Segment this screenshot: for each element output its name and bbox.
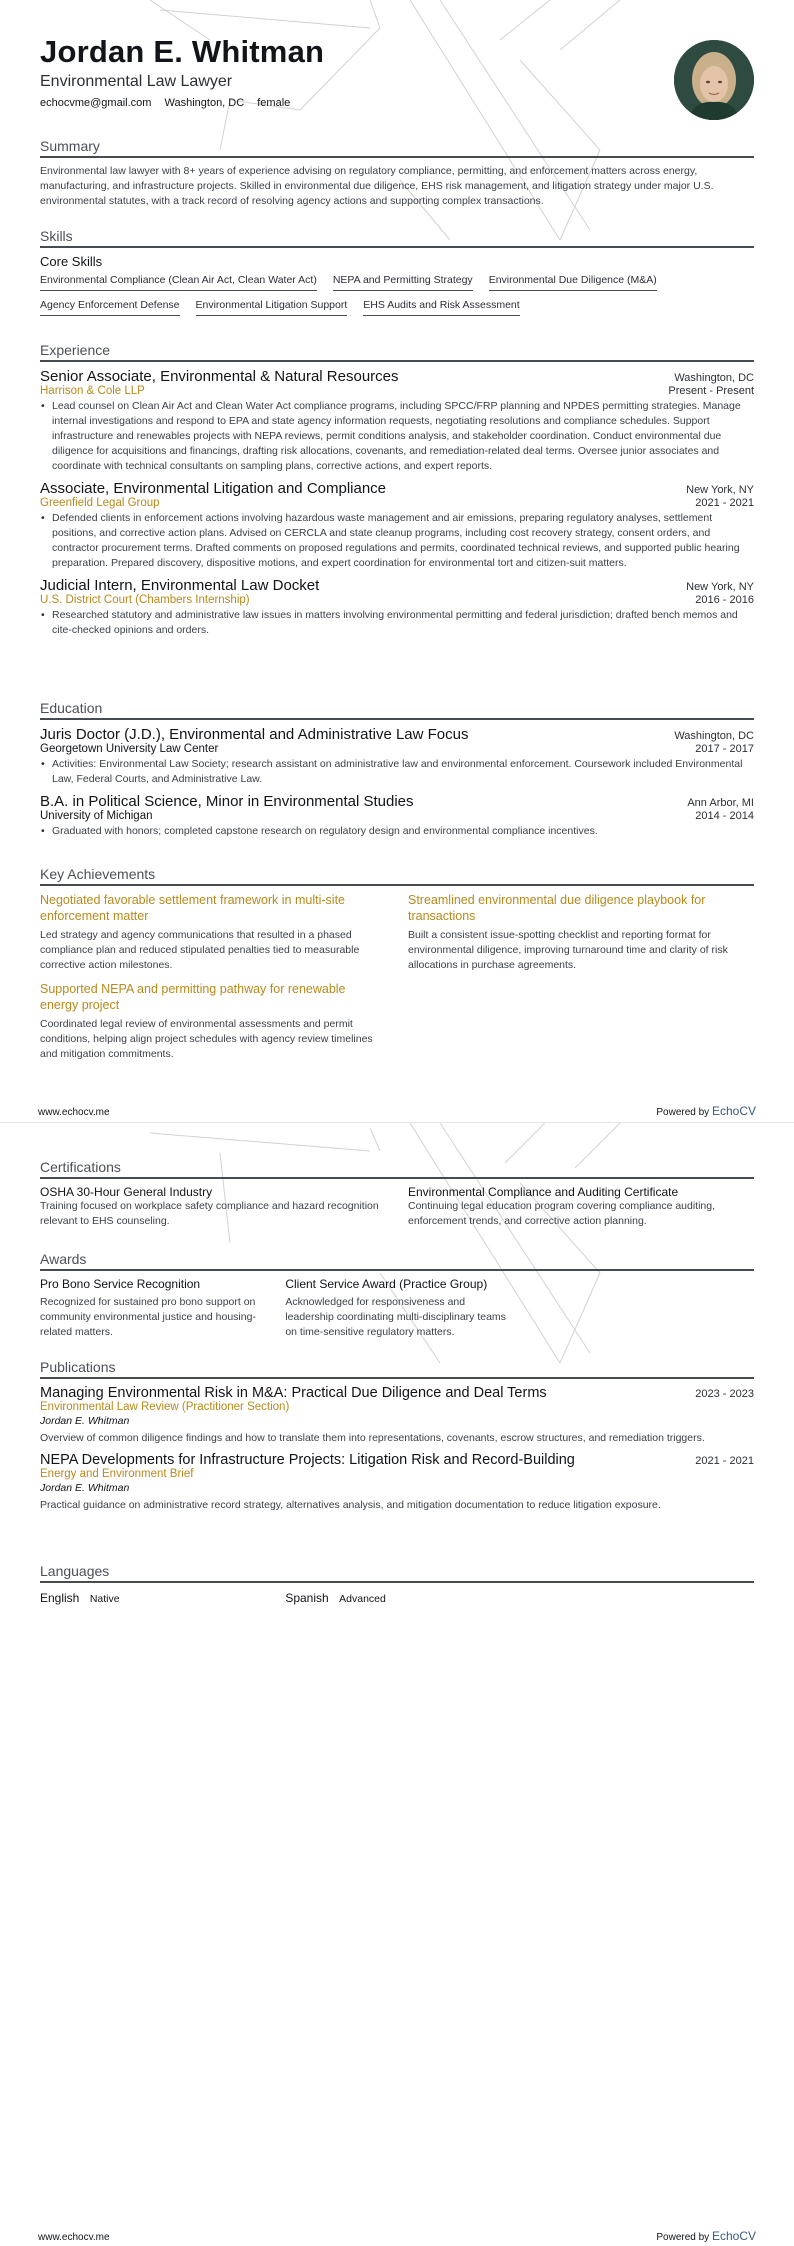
achievements-grid <box>40 892 754 1062</box>
publication-desc: Practical guidance on administrative record strategy, alternatives analysis, and mitigation documentation to reduce litigation exposure. <box>40 1499 661 1511</box>
footer-site-link[interactable]: www.echocv.me <box>38 2232 110 2243</box>
award-title: Client Service Award (Practice Group) <box>285 1277 488 1291</box>
languages-grid <box>40 1589 754 1607</box>
skill-chips <box>40 274 754 316</box>
language-name: English <box>40 1591 80 1605</box>
awards-grid <box>40 1277 754 1340</box>
experience-org: Harrison & Cole LLP <box>40 385 145 397</box>
experience-org: Greenfield Legal Group <box>40 497 160 509</box>
summary-section <box>40 138 754 209</box>
footer-powered-label: Powered by <box>656 2232 710 2243</box>
experience-entry <box>40 480 754 571</box>
experience-dates: 2021 - 2021 <box>695 497 754 509</box>
experience-section <box>40 342 754 638</box>
experience-role: Senior Associate, Environmental & Natural Resources <box>40 368 399 385</box>
education-dates: 2017 - 2017 <box>695 743 754 755</box>
experience-entry <box>40 577 754 638</box>
summary-text: Environmental law lawyer with 8+ years of experience advising on regulatory compliance, permitting, and enforcement matters across energy, manufacturing, and infrastructure projects. Skilled in environmental due diligence, EHS risk management, and litigation strategy under major U.S. environmental statutes, with a track record of resolving agency actions and supporting complex transactions. <box>40 165 714 207</box>
footer-brand-link[interactable]: EchoCV <box>711 1104 756 1118</box>
publication-entry <box>40 1385 754 1446</box>
achievement-item <box>408 892 754 973</box>
section-title-skills: Skills <box>40 228 754 248</box>
contact-line <box>40 97 754 109</box>
section-title-certifications: Certifications <box>40 1159 754 1179</box>
experience-location: Washington, DC <box>674 372 754 384</box>
page-footer <box>38 1104 756 1118</box>
certification-item <box>408 1185 754 1229</box>
certification-item <box>40 1185 386 1229</box>
experience-role: Judicial Intern, Environmental Law Docket <box>40 577 320 594</box>
achievement-desc: Built a consistent issue-spotting checklist and reporting format for environmental diligence, improving turnaround time and clarity of risk allocations in purchase agreements. <box>408 929 728 971</box>
experience-bullet: • Defended clients in enforcement actions involving hazardous waste management and air emissions, preparing regulatory analyses, settlement positions, and corrective action plans. Advised on CERCLA and state cleanup programs, including cost recovery strategy, consent orders, and contractor procurement terms. Drafted comments on proposed regulations and permits, coordinated technical reviews, and supported public hearing preparation. Prepared discovery, dispositive motions, and expert coordination for environmental tort and citizen-suit matters. <box>40 511 754 571</box>
section-title-achievements: Key Achievements <box>40 866 754 886</box>
skill-chip: Environmental Compliance (Clean Air Act, Clean Water Act) <box>40 274 317 291</box>
footer-powered <box>656 2229 756 2243</box>
award-item <box>285 1277 508 1340</box>
achievement-desc: Led strategy and agency communications that resulted in a phased compliance plan and reduced stipulated penalties tied to measurable corrective action milestones. <box>40 929 360 971</box>
footer-site-link[interactable]: www.echocv.me <box>38 1107 110 1118</box>
education-section <box>40 700 754 839</box>
skill-chip: Environmental Due Diligence (M&A) <box>489 274 657 291</box>
experience-org: U.S. District Court (Chambers Internship) <box>40 594 250 606</box>
avatar <box>674 40 754 120</box>
resume-page-1 <box>0 0 794 1122</box>
section-title-languages: Languages <box>40 1563 754 1583</box>
education-bullet: • Activities: Environmental Law Society; research assistant on administrative law and environmental enforcement. Coursework included Environmental Law, Federal Courts, and Administrative Law. <box>40 757 754 787</box>
achievement-title: Streamlined environmental due diligence playbook for transactions <box>408 893 706 923</box>
education-entry <box>40 793 754 839</box>
award-title: Pro Bono Service Recognition <box>40 1277 201 1291</box>
experience-dates: Present - Present <box>668 385 754 397</box>
profile-photo <box>674 40 754 120</box>
language-item <box>40 1589 263 1607</box>
language-level: Native <box>89 1593 120 1605</box>
education-location: Ann Arbor, MI <box>687 797 754 809</box>
publication-author: Jordan E. Whitman <box>40 1415 130 1427</box>
section-title-awards: Awards <box>40 1251 754 1271</box>
publication-entry <box>40 1452 754 1513</box>
footer-powered-label: Powered by <box>656 1107 710 1118</box>
achievements-section <box>40 866 754 1062</box>
experience-location: New York, NY <box>686 581 754 593</box>
publication-dates: 2021 - 2021 <box>695 1455 754 1467</box>
language-name: Spanish <box>285 1591 329 1605</box>
footer-powered <box>656 1104 756 1118</box>
education-degree: Juris Doctor (J.D.), Environmental and Administrative Law Focus <box>40 726 469 743</box>
contact-email[interactable]: echocvme@gmail.com <box>40 97 152 109</box>
award-desc: Acknowledged for responsiveness and leadership coordinating multi-disciplinary teams on time-sensitive regulatory matters. <box>285 1296 506 1338</box>
certification-desc: Training focused on workplace safety compliance and hazard recognition relevant to EHS counseling. <box>40 1200 379 1227</box>
publication-author: Jordan E. Whitman <box>40 1482 130 1494</box>
resume-page-2 <box>0 1123 794 2246</box>
certifications-grid <box>40 1185 754 1229</box>
candidate-job-title: Environmental Law Lawyer <box>40 73 233 90</box>
education-bullet: • Graduated with honors; completed capstone research on regulatory design and environmental compliance incentives. <box>40 824 754 839</box>
experience-entry <box>40 368 754 474</box>
languages-section <box>40 1563 754 1607</box>
page-footer <box>38 2229 756 2243</box>
education-dates: 2014 - 2014 <box>695 810 754 822</box>
skill-chip: Agency Enforcement Defense <box>40 299 180 316</box>
experience-dates: 2016 - 2016 <box>695 594 754 606</box>
publication-title: NEPA Developments for Infrastructure Projects: Litigation Risk and Record-Building <box>40 1452 575 1468</box>
experience-bullet: • Researched statutory and administrative law issues in matters involving environmental permitting and federal jurisdiction; drafted bench memos and cite-checked opinions and orders. <box>40 608 754 638</box>
section-title-education: Education <box>40 700 754 720</box>
certification-title: Environmental Compliance and Auditing Certificate <box>408 1185 679 1199</box>
section-title-publications: Publications <box>40 1359 754 1379</box>
experience-location: New York, NY <box>686 484 754 496</box>
publication-title: Managing Environmental Risk in M&A: Practical Due Diligence and Deal Terms <box>40 1385 547 1401</box>
section-title-experience: Experience <box>40 342 754 362</box>
publication-venue: Energy and Environment Brief <box>40 1468 194 1480</box>
contact-gender: female <box>257 97 291 109</box>
certification-title: OSHA 30-Hour General Industry <box>40 1185 213 1199</box>
footer-brand-link[interactable]: EchoCV <box>711 2229 756 2243</box>
skill-chip: EHS Audits and Risk Assessment <box>363 299 519 316</box>
language-item <box>285 1589 508 1607</box>
candidate-name: Jordan E. Whitman <box>40 34 325 69</box>
achievement-item <box>40 981 386 1062</box>
resume-header <box>40 34 754 109</box>
experience-bullet: • Lead counsel on Clean Air Act and Clean Water Act compliance programs, including SPCC/FRP planning and NPDES permitting strategies. Manage internal investigations and respond to EPA and state agency information requests, negotiating resolutions and compliance schedules. Support infrastructure and renewables projects with NEPA reviews, permit conditions analysis, and stakeholder coordination. Conduct environmental due diligence for acquisitions and financings, drafting risk allocations, covenants, and remediation-related deal terms. Oversee junior associates and coordinate with technical consultants on sampling plans, corrective actions, and expert reports. <box>40 399 754 474</box>
certifications-section <box>40 1159 754 1229</box>
publication-dates: 2023 - 2023 <box>695 1388 754 1400</box>
education-entry <box>40 726 754 787</box>
skills-section <box>40 228 754 316</box>
achievement-title: Supported NEPA and permitting pathway for renewable energy project <box>40 982 346 1012</box>
education-school: University of Michigan <box>40 810 153 822</box>
skill-chip: Environmental Litigation Support <box>196 299 348 316</box>
publication-desc: Overview of common diligence findings and how to translate them into representations, covenants, escrow structures, and remediation triggers. <box>40 1432 705 1444</box>
award-desc: Recognized for sustained pro bono support on community environmental justice and housing-related matters. <box>40 1296 256 1338</box>
publication-venue: Environmental Law Review (Practitioner Section) <box>40 1401 290 1413</box>
achievement-item <box>40 892 386 973</box>
education-school: Georgetown University Law Center <box>40 743 219 755</box>
experience-role: Associate, Environmental Litigation and Compliance <box>40 480 387 497</box>
achievement-title: Negotiated favorable settlement framework in multi-site enforcement matter <box>40 893 345 923</box>
awards-section <box>40 1251 754 1340</box>
language-level: Advanced <box>339 1593 386 1605</box>
skill-group-title: Core Skills <box>40 254 103 269</box>
publications-section <box>40 1359 754 1513</box>
contact-location: Washington, DC <box>164 97 245 109</box>
award-item <box>40 1277 263 1340</box>
section-title-summary: Summary <box>40 138 754 158</box>
education-location: Washington, DC <box>674 730 754 742</box>
certification-desc: Continuing legal education program covering compliance auditing, enforcement trends, and corrective action planning. <box>408 1200 716 1227</box>
skill-chip: NEPA and Permitting Strategy <box>333 274 473 291</box>
achievement-desc: Coordinated legal review of environmental assessments and permit conditions, helping align project schedules with agency review timelines and mitigation commitments. <box>40 1018 373 1060</box>
education-degree: B.A. in Political Science, Minor in Environmental Studies <box>40 793 414 810</box>
